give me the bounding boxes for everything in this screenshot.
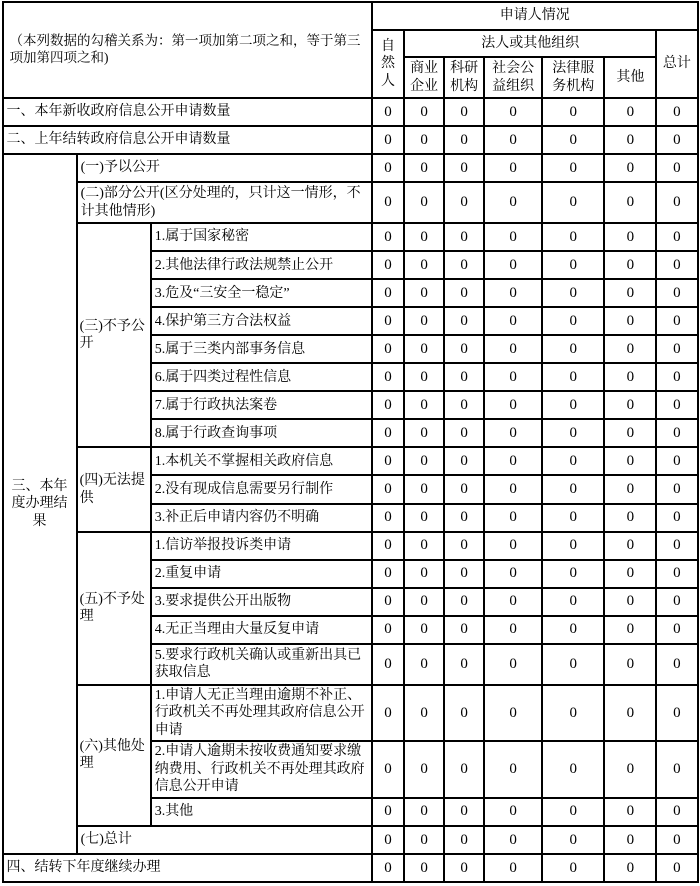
value-cell: 0 [542,98,604,126]
value-cell: 0 [656,644,697,685]
value-cell: 0 [444,363,484,391]
value-cell: 0 [604,391,656,419]
value-cell: 0 [604,154,656,182]
value-cell: 0 [542,363,604,391]
row-label-repeated-no-reason: 4.无正当理由大量反复申请 [151,616,372,644]
value-cell: 0 [404,644,444,685]
group-label-refused: (三)不予公开 [77,223,151,447]
value-cell: 0 [404,335,444,363]
value-cell: 0 [444,419,484,447]
row-label-subtotal: (七)总计 [77,826,372,854]
value-cell: 0 [444,223,484,251]
value-cell: 0 [444,826,484,854]
value-cell: 0 [656,98,697,126]
value-cell: 0 [542,644,604,685]
row-label-granted: (一)予以公开 [77,154,372,182]
value-cell: 0 [542,532,604,560]
value-cell: 0 [542,798,604,826]
value-cell: 0 [444,126,484,154]
value-cell: 0 [604,447,656,475]
row-label-confirm-obtained-info: 5.要求行政机关确认或重新出具已获取信息 [151,644,372,685]
table-row [3,685,698,742]
row-label-overdue-no-payment: 2.申请人逾期未按收费通知要求缴纳费用、行政机关不再处理其政府信息公开申请 [151,741,372,798]
value-cell: 0 [656,616,697,644]
row-label-not-held: 1.本机关不掌握相关政府信息 [151,447,372,475]
value-cell: 0 [656,826,697,854]
value-cell: 0 [484,475,542,503]
table-row [3,854,698,882]
header-natural-person: 自然人 [372,30,404,98]
value-cell: 0 [656,391,697,419]
value-cell: 0 [484,504,542,532]
value-cell: 0 [372,826,404,854]
row-label-state-secret: 1.属于国家秘密 [151,223,372,251]
value-cell: 0 [542,307,604,335]
value-cell: 0 [484,685,542,742]
table-row [3,532,698,560]
value-cell: 0 [444,154,484,182]
value-cell: 0 [604,854,656,882]
value-cell: 0 [404,98,444,126]
value-cell: 0 [404,419,444,447]
value-cell: 0 [604,588,656,616]
value-cell: 0 [484,391,542,419]
value-cell: 0 [372,854,404,882]
value-cell: 0 [404,560,444,588]
value-cell: 0 [484,560,542,588]
value-cell: 0 [484,854,542,882]
header-applicant-situation: 申请人情况 [372,2,697,30]
group-label-not-processed: (五)不予处理 [77,532,151,685]
value-cell: 0 [404,741,444,798]
value-cell: 0 [604,532,656,560]
value-cell: 0 [444,504,484,532]
row-label-overdue-no-correction: 1.申请人无正当理由逾期不补正、行政机关不再处理其政府信息公开申请 [151,685,372,742]
value-cell: 0 [542,391,604,419]
value-cell: 0 [656,363,697,391]
value-cell: 0 [604,98,656,126]
value-cell: 0 [372,741,404,798]
value-cell: 0 [484,154,542,182]
value-cell: 0 [372,798,404,826]
value-cell: 0 [604,826,656,854]
value-cell: 0 [484,644,542,685]
group-label-unable: (四)无法提供 [77,447,151,531]
value-cell: 0 [656,182,697,223]
row-label-next-year: 四、结转下年度继续办理 [3,854,373,882]
note-cell: （本列数据的勾稽关系为：第一项加第二项之和，等于第三项加第四项之和) [3,2,373,98]
value-cell: 0 [604,335,656,363]
value-cell: 0 [656,854,697,882]
value-cell: 0 [484,335,542,363]
row-label-admin-inquiry: 8.属于行政查询事项 [151,419,372,447]
value-cell: 0 [484,419,542,447]
value-cell: 0 [404,826,444,854]
value-cell: 0 [604,560,656,588]
value-cell: 0 [444,391,484,419]
value-cell: 0 [604,475,656,503]
value-cell: 0 [404,475,444,503]
value-cell: 0 [484,98,542,126]
value-cell: 0 [404,279,444,307]
value-cell: 0 [656,251,697,279]
value-cell: 0 [656,588,697,616]
value-cell: 0 [404,182,444,223]
value-cell: 0 [444,335,484,363]
value-cell: 0 [542,741,604,798]
row-label-third-party-rights: 4.保护第三方合法权益 [151,307,372,335]
value-cell: 0 [404,532,444,560]
value-cell: 0 [484,616,542,644]
value-cell: 0 [656,560,697,588]
value-cell: 0 [444,475,484,503]
value-cell: 0 [404,126,444,154]
value-cell: 0 [444,307,484,335]
value-cell: 0 [484,126,542,154]
value-cell: 0 [542,447,604,475]
value-cell: 0 [542,279,604,307]
value-cell: 0 [372,588,404,616]
header-public-welfare-org: 社会公益组织 [484,57,542,98]
header-legal-org: 法人或其他组织 [404,30,656,57]
value-cell: 0 [372,223,404,251]
value-cell: 0 [444,98,484,126]
value-cell: 0 [656,504,697,532]
row-label-still-unclear: 3.补正后申请内容仍不明确 [151,504,372,532]
value-cell: 0 [372,182,404,223]
value-cell: 0 [542,223,604,251]
value-cell: 0 [542,335,604,363]
value-cell: 0 [372,391,404,419]
value-cell: 0 [444,644,484,685]
value-cell: 0 [444,251,484,279]
value-cell: 0 [444,685,484,742]
value-cell: 0 [404,854,444,882]
value-cell: 0 [444,447,484,475]
value-cell: 0 [484,223,542,251]
value-cell: 0 [484,279,542,307]
group-label-other-handling: (六)其他处理 [77,685,151,826]
value-cell: 0 [656,335,697,363]
table-row [3,126,698,154]
value-cell: 0 [404,154,444,182]
value-cell: 0 [656,532,697,560]
value-cell: 0 [444,182,484,223]
row-label-duplicate-request: 2.重复申请 [151,560,372,588]
value-cell: 0 [372,126,404,154]
row-label-carried-over: 二、上年结转政府信息公开申请数量 [3,126,373,154]
value-cell: 0 [404,798,444,826]
row-label-publication-request: 3.要求提供公开出版物 [151,588,372,616]
value-cell: 0 [372,616,404,644]
header-row-1 [3,2,698,30]
value-cell: 0 [372,335,404,363]
value-cell: 0 [542,419,604,447]
value-cell: 0 [604,126,656,154]
value-cell: 0 [542,504,604,532]
value-cell: 0 [604,644,656,685]
value-cell: 0 [372,279,404,307]
value-cell: 0 [404,616,444,644]
value-cell: 0 [484,182,542,223]
value-cell: 0 [542,588,604,616]
value-cell: 0 [542,182,604,223]
value-cell: 0 [404,391,444,419]
value-cell: 0 [444,279,484,307]
value-cell: 0 [656,475,697,503]
value-cell: 0 [372,419,404,447]
value-cell: 0 [542,854,604,882]
table-row [3,223,698,251]
value-cell: 0 [656,419,697,447]
value-cell: 0 [372,532,404,560]
value-cell: 0 [372,644,404,685]
row-label-needs-creation: 2.没有现成信息需要另行制作 [151,475,372,503]
value-cell: 0 [372,98,404,126]
value-cell: 0 [444,588,484,616]
value-cell: 0 [444,616,484,644]
value-cell: 0 [484,251,542,279]
value-cell: 0 [444,532,484,560]
value-cell: 0 [372,363,404,391]
value-cell: 0 [604,307,656,335]
value-cell: 0 [484,532,542,560]
row-label-endanger-stability: 3.危及“三安全一稳定” [151,279,372,307]
value-cell: 0 [372,560,404,588]
table-row [3,182,698,223]
row-label-law-forbidden: 2.其他法律行政法规禁止公开 [151,251,372,279]
value-cell: 0 [656,126,697,154]
value-cell: 0 [372,307,404,335]
disclosure-statistics-table [2,1,699,883]
value-cell: 0 [604,741,656,798]
row-label-internal-affairs: 5.属于三类内部事务信息 [151,335,372,363]
header-research-institution: 科研机构 [444,57,484,98]
value-cell: 0 [404,685,444,742]
value-cell: 0 [372,447,404,475]
value-cell: 0 [484,798,542,826]
value-cell: 0 [604,504,656,532]
value-cell: 0 [484,588,542,616]
row-label-partial: (二)部分公开(区分处理的，只计这一情形，不计其他情形) [77,182,372,223]
value-cell: 0 [604,182,656,223]
value-cell: 0 [656,798,697,826]
value-cell: 0 [444,798,484,826]
value-cell: 0 [444,741,484,798]
value-cell: 0 [656,223,697,251]
value-cell: 0 [656,307,697,335]
value-cell: 0 [404,363,444,391]
table-row [3,154,698,182]
value-cell: 0 [372,251,404,279]
row-label-enforcement-files: 7.属于行政执法案卷 [151,391,372,419]
value-cell: 0 [372,685,404,742]
header-total: 总计 [656,30,697,98]
value-cell: 0 [372,154,404,182]
value-cell: 0 [604,798,656,826]
header-other-org: 其他 [604,57,656,98]
value-cell: 0 [404,588,444,616]
value-cell: 0 [604,279,656,307]
value-cell: 0 [604,363,656,391]
header-commercial-enterprise: 商业企业 [404,57,444,98]
row-label-other-item: 3.其他 [151,798,372,826]
row-label-new-received: 一、本年新收政府信息公开申请数量 [3,98,373,126]
value-cell: 0 [542,826,604,854]
table-row [3,98,698,126]
section-label-annual-results: 三、本年度办理结果 [3,154,77,854]
value-cell: 0 [404,251,444,279]
value-cell: 0 [604,685,656,742]
value-cell: 0 [372,475,404,503]
row-label-petition-complaint: 1.信访举报投诉类申请 [151,532,372,560]
value-cell: 0 [484,826,542,854]
value-cell: 0 [404,447,444,475]
value-cell: 0 [404,307,444,335]
value-cell: 0 [542,560,604,588]
value-cell: 0 [372,504,404,532]
table-row [3,826,698,854]
table-row [3,447,698,475]
value-cell: 0 [484,363,542,391]
value-cell: 0 [484,741,542,798]
value-cell: 0 [444,854,484,882]
row-label-process-info: 6.属于四类过程性信息 [151,363,372,391]
value-cell: 0 [542,475,604,503]
value-cell: 0 [542,154,604,182]
value-cell: 0 [542,251,604,279]
value-cell: 0 [604,251,656,279]
value-cell: 0 [542,126,604,154]
value-cell: 0 [656,685,697,742]
value-cell: 0 [656,154,697,182]
value-cell: 0 [656,741,697,798]
value-cell: 0 [484,447,542,475]
value-cell: 0 [484,307,542,335]
value-cell: 0 [604,419,656,447]
value-cell: 0 [542,616,604,644]
value-cell: 0 [656,447,697,475]
header-legal-service-org: 法律服务机构 [542,57,604,98]
value-cell: 0 [444,560,484,588]
value-cell: 0 [604,616,656,644]
value-cell: 0 [656,279,697,307]
value-cell: 0 [404,504,444,532]
value-cell: 0 [542,685,604,742]
value-cell: 0 [604,223,656,251]
value-cell: 0 [404,223,444,251]
